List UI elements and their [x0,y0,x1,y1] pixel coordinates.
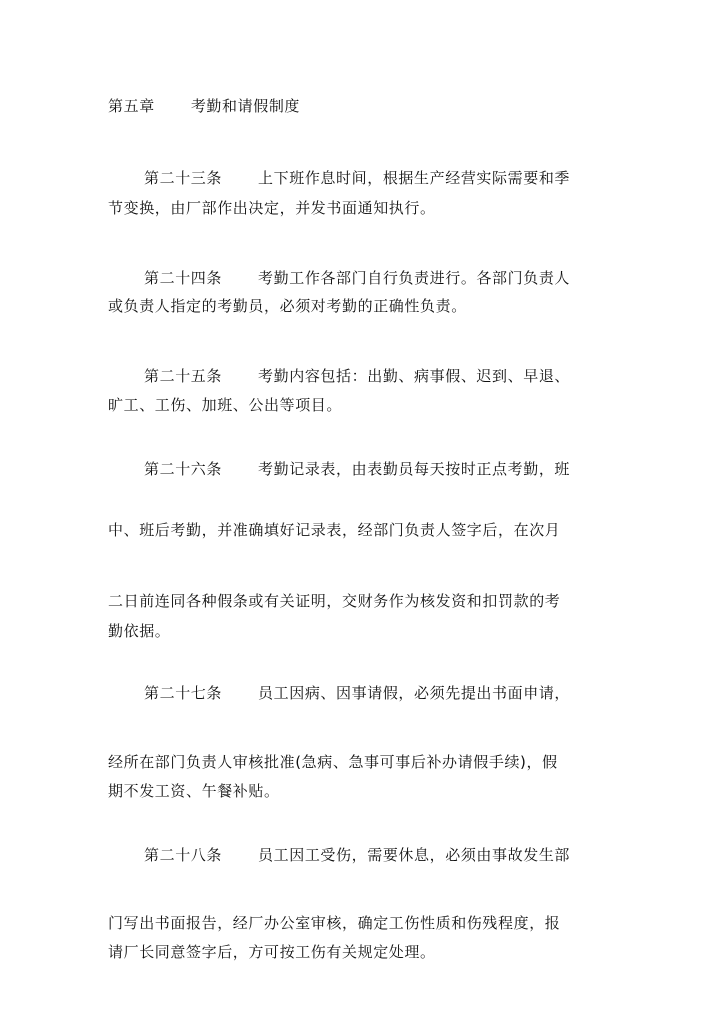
article-23-line: 节变换，由厂部作出决定，并发书面通知执行。 [108,199,436,217]
article-text: 考勤记录表，由表勤员每天按时正点考勤，班 [258,460,571,478]
article-26-line: 勤依据。 [108,622,171,640]
article-23-first-line [144,168,570,188]
article-26-line: 中、班后考勤，并准确填好记录表，经部门负责人签字后，在次月 [108,521,561,539]
article-text: 员工因工受伤，需要休息，必须由事故发生部 [258,846,571,864]
article-28-first-line [144,845,570,865]
article-24-line: 或负责人指定的考勤员，必须对考勤的正确性负责。 [108,297,467,315]
article-label: 第二十六条 [144,460,223,478]
chapter-heading [108,96,300,116]
article-label: 第二十五条 [144,367,223,385]
article-text: 上下班作息时间，根据生产经营实际需要和季 [258,169,571,187]
article-26-first-line [144,459,570,479]
article-25-first-line [144,366,570,386]
article-25-line: 旷工、工伤、加班、公出等项目。 [108,396,343,414]
article-28-line: 门写出书面报告，经厂办公室审核，确定工伤性质和伤残程度，报 [108,914,561,932]
chapter-title: 考勤和请假制度 [190,97,301,115]
article-label: 第二十七条 [144,684,223,702]
article-26-line: 二日前连同各种假条或有关证明，交财务作为核发资和扣罚款的考 [108,592,561,610]
article-label: 第二十四条 [144,269,223,287]
article-27-first-line [144,683,570,703]
article-text: 员工因病、因事请假，必须先提出书面申请， [258,684,571,702]
chapter-number: 第五章 [108,97,155,115]
article-text: 考勤工作各部门自行负责进行。各部门负责人 [258,269,571,287]
article-27-line: 经所在部门负责人审核批准(急病、急事可事后补办请假手续)，假 [108,753,558,771]
article-27-line: 期不发工资、午餐补贴。 [108,782,280,800]
article-24-first-line [144,268,570,288]
article-label: 第二十八条 [144,846,223,864]
article-text: 考勤内容包括：出勤、病事假、迟到、早退、 [258,367,571,385]
article-28-line: 请厂长同意签字后，方可按工伤有关规定处理。 [108,943,436,961]
article-label: 第二十三条 [144,169,223,187]
